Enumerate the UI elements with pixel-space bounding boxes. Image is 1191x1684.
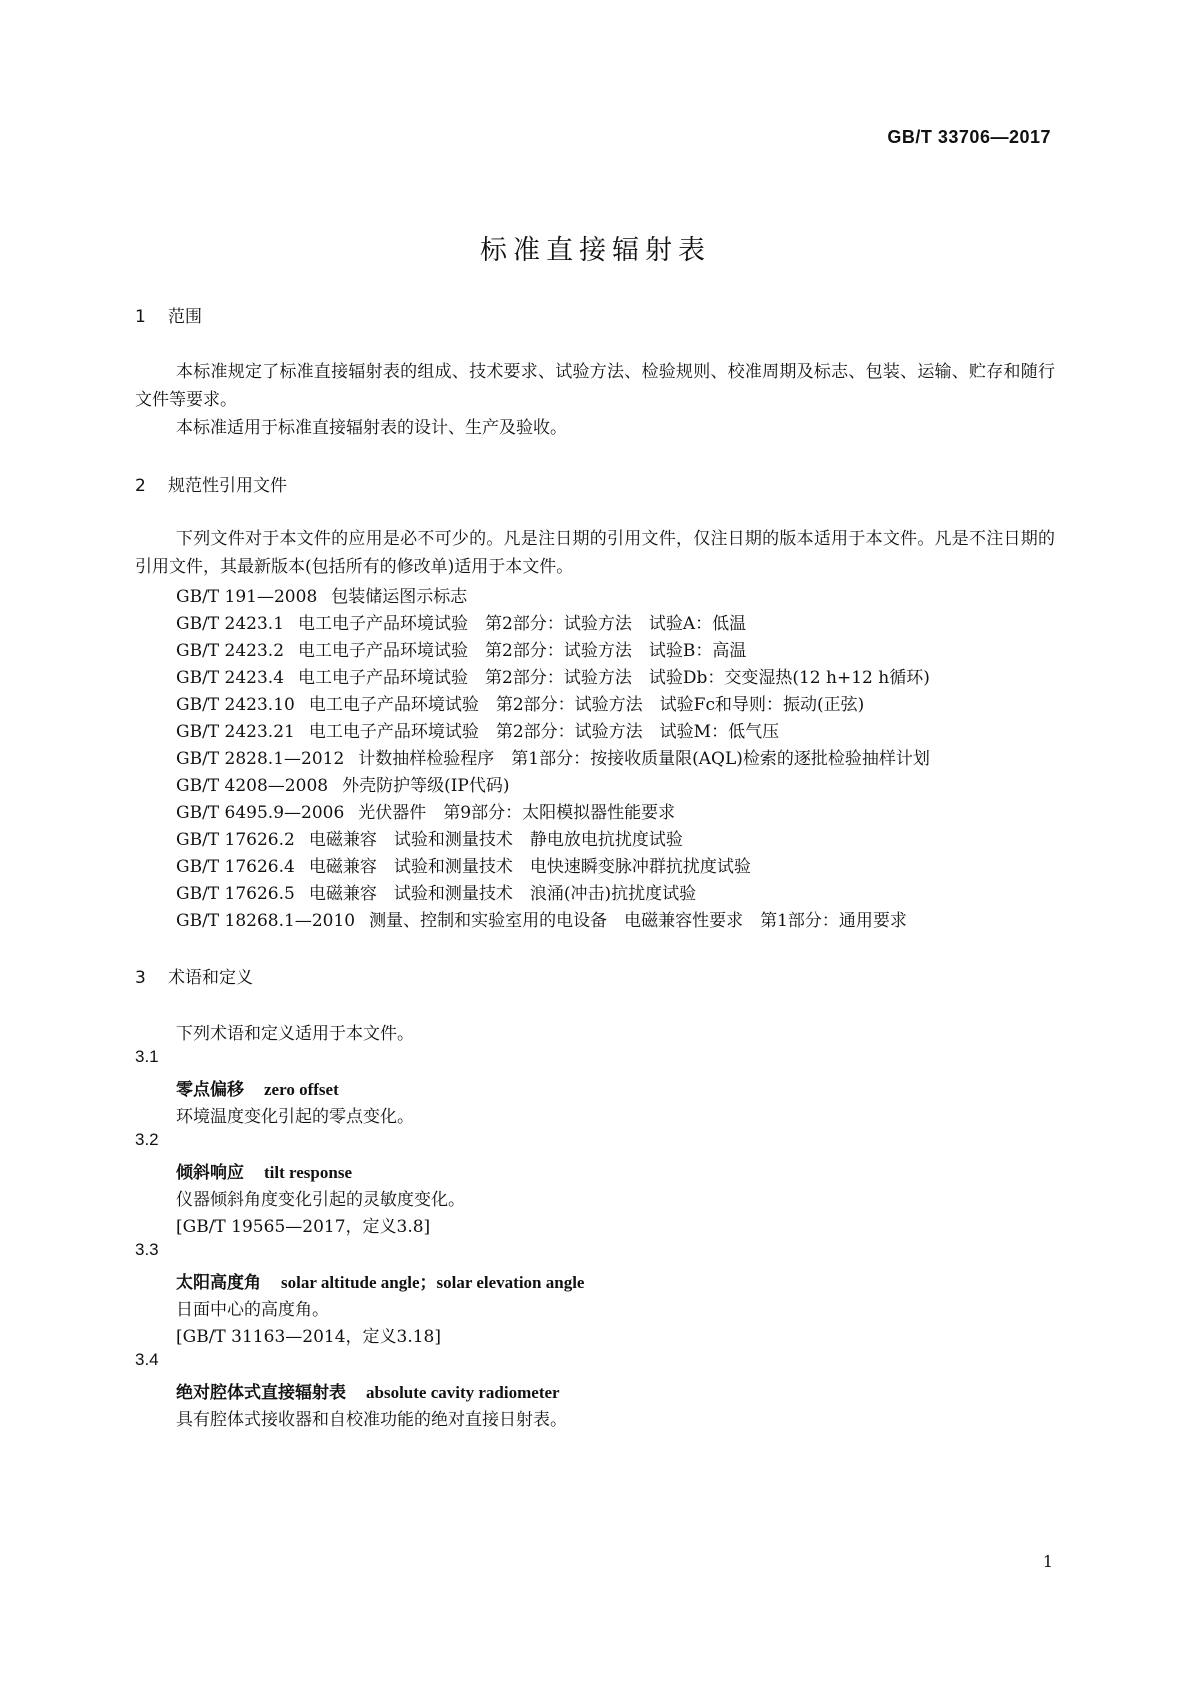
section-number: 1	[135, 307, 146, 327]
terms-intro: 下列术语和定义适用于本文件。	[176, 1024, 414, 1044]
section-title: 范围	[168, 307, 202, 327]
reference-code: GB/T 2423.21	[176, 722, 295, 742]
term-en: absolute cavity radiometer	[366, 1383, 560, 1402]
reference-title: 电工电子产品环境试验 第2部分：试验方法 试验Db：交变湿热(12 h+12 h循环)	[298, 668, 930, 688]
reference-title: 电工电子产品环境试验 第2部分：试验方法 试验M：低气压	[308, 722, 780, 742]
term-en: solar altitude angle；solar elevation angle	[281, 1273, 585, 1292]
section-title: 术语和定义	[168, 968, 253, 988]
section-title: 规范性引用文件	[168, 476, 287, 496]
reference-item	[176, 717, 779, 742]
reference-item	[176, 636, 746, 661]
term-clause-number: 3.4	[135, 1350, 159, 1369]
reference-code: GB/T 2423.10	[176, 695, 295, 715]
reference-title: 光伏器件 第9部分：太阳模拟器性能要求	[358, 803, 676, 823]
section-2-heading	[135, 471, 287, 496]
term-source: [GB/T 19565—2017，定义3.8]	[176, 1217, 431, 1237]
term-zh: 太阳高度角	[176, 1273, 261, 1293]
reference-title: 电磁兼容 试验和测量技术 浪涌(冲击)抗扰度试验	[308, 884, 697, 904]
scope-paragraph-2: 本标准适用于标准直接辐射表的设计、生产及验收。	[176, 418, 567, 438]
reference-item	[176, 879, 696, 904]
page-number: 1	[1042, 1552, 1053, 1571]
term-zh: 倾斜响应	[176, 1163, 244, 1183]
term-clause-number: 3.3	[135, 1240, 159, 1259]
reference-code: GB/T 4208—2008	[176, 776, 329, 796]
reference-title: 外壳防护等级(IP代码)	[342, 776, 510, 796]
term-heading	[176, 1268, 584, 1293]
reference-title: 电工电子产品环境试验 第2部分：试验方法 试验B：高温	[298, 641, 747, 661]
reference-code: GB/T 17626.5	[176, 884, 295, 904]
term-definition: 环境温度变化引起的零点变化。	[176, 1107, 414, 1127]
reference-title: 电磁兼容 试验和测量技术 电快速瞬变脉冲群抗扰度试验	[308, 857, 751, 877]
reference-code: GB/T 2423.4	[176, 668, 285, 688]
standard-id: GB/T 33706—2017	[887, 127, 1051, 147]
reference-item	[176, 852, 751, 877]
term-clause-number: 3.2	[135, 1130, 159, 1149]
reference-code: GB/T 2828.1—2012	[176, 749, 345, 769]
reference-item	[176, 663, 930, 688]
reference-item	[176, 906, 907, 931]
reference-item	[176, 825, 683, 850]
term-definition: 日面中心的高度角。	[176, 1300, 329, 1320]
term-en: zero offset	[264, 1080, 339, 1099]
reference-item	[176, 690, 864, 715]
references-intro: 下列文件对于本文件的应用是必不可少的。凡是注日期的引用文件，仅注日期的版本适用于本文件。凡是不注日期的引用文件，其最新版本(包括所有的修改单)适用于本文件。	[135, 529, 1055, 577]
reference-title: 测量、控制和实验室用的电设备 电磁兼容性要求 第1部分：通用要求	[369, 911, 907, 931]
reference-title: 电工电子产品环境试验 第2部分：试验方法 试验Fc和导则：振动(正弦)	[308, 695, 865, 715]
term-definition: 仪器倾斜角度变化引起的灵敏度变化。	[176, 1190, 465, 1210]
term-zh: 零点偏移	[176, 1080, 244, 1100]
reference-code: GB/T 17626.2	[176, 830, 295, 850]
reference-title: 电工电子产品环境试验 第2部分：试验方法 试验A：低温	[298, 614, 747, 634]
term-clause-number: 3.1	[135, 1047, 159, 1066]
term-en: tilt response	[264, 1163, 352, 1182]
section-3-heading	[135, 963, 253, 988]
term-heading	[176, 1378, 560, 1403]
reference-item	[176, 798, 675, 823]
term-definition: 具有腔体式接收器和自校准功能的绝对直接日射表。	[176, 1410, 567, 1430]
reference-item	[176, 771, 510, 796]
reference-title: 电磁兼容 试验和测量技术 静电放电抗扰度试验	[308, 830, 683, 850]
reference-title: 计数抽样检验程序 第1部分：按接收质量限(AQL)检索的逐批检验抽样计划	[358, 749, 930, 769]
section-number: 2	[135, 476, 146, 496]
reference-code: GB/T 6495.9—2006	[176, 803, 345, 823]
reference-item	[176, 609, 746, 634]
reference-item	[176, 582, 467, 607]
section-number: 3	[135, 968, 146, 988]
section-1-heading	[135, 302, 202, 327]
reference-code: GB/T 191—2008	[176, 587, 318, 607]
term-zh: 绝对腔体式直接辐射表	[176, 1383, 346, 1403]
reference-item	[176, 744, 930, 769]
term-source: [GB/T 31163—2014，定义3.18]	[176, 1327, 442, 1347]
reference-code: GB/T 18268.1—2010	[176, 911, 356, 931]
reference-code: GB/T 2423.2	[176, 641, 285, 661]
scope-paragraph-1: 本标准规定了标准直接辐射表的组成、技术要求、试验方法、检验规则、校准周期及标志、包装、运输、贮存和随行文件等要求。	[135, 362, 1055, 410]
term-heading	[176, 1158, 352, 1183]
term-heading	[176, 1075, 339, 1100]
document-title: 标准直接辐射表	[480, 235, 711, 266]
reference-title: 包装储运图示标志	[331, 587, 468, 607]
reference-code: GB/T 17626.4	[176, 857, 295, 877]
reference-code: GB/T 2423.1	[176, 614, 285, 634]
